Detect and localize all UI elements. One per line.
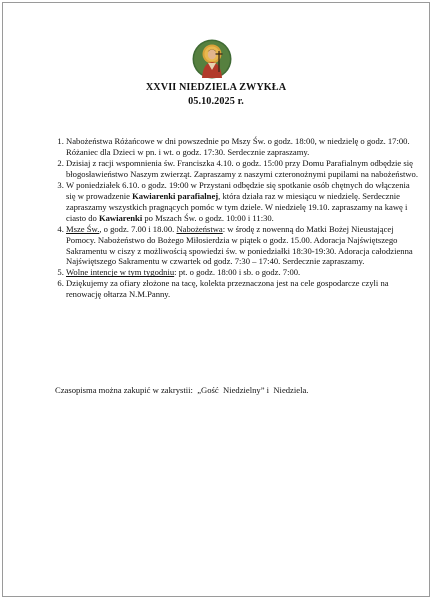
announcement-text: W poniedziałek 6.10. o godz. 19:00 w Przystani odbędzie się spotkanie osób chętnych do włączenia się w prowadzenie <box>66 179 410 201</box>
announcement-text: : w środę z nowenną do Matki Bożej Nieustającej Pomocy. Nabożeństwo do Bożego Miłosierdzia w piątek o godz. 15.00. Adoracja Najświętszego Sakramentu w ciszy z możliwością spowiedzi św. w poniedziałki 18:30-19:30. Adoracja całodzienna Najświętszego Sakramentu w czwartek od godz. 7:30 – 17:40. Serdecznie zapraszamy. <box>66 223 413 267</box>
masses-heading: Msze Św. <box>66 223 100 234</box>
intentions-heading: Wolne intencje w tym tygodniu <box>66 267 175 278</box>
announcement-text: Dzisiaj z racji wspomnienia św. Franciszka 4.10. o godz. 15:00 przy Domu Parafialnym odbędzie się błogosławieństwo Naszym zwierząt. Zapraszamy z naszymi czteronożnymi pupilami na nabożeństwo. <box>66 157 418 179</box>
announcement-text: Nabożeństwa Różańcowe w dni powszednie po Mszy Św. o godz. 18:00, w niedzielę o godz. 17:00. Różaniec dla Dzieci w pn. i wt. o godz. 17:30. Serdecznie zapraszamy. <box>66 136 410 157</box>
list-item <box>66 136 420 158</box>
announcement-text: po Mszach Św. o godz. 10:00 i 11:30. <box>142 212 274 223</box>
list-item <box>66 158 420 180</box>
list-item <box>66 180 420 224</box>
announcement-text: : pt. o godz. 18:00 i sb. o godz. 7:00. <box>174 267 301 278</box>
list-item <box>66 278 420 300</box>
magazines-note: Czasopisma można zakupić w zakrystii: „Gość Niedzielny” i Niedziela. <box>55 385 309 395</box>
kawiarenka-highlight: Kawiarenki <box>98 212 143 223</box>
page-title: XXVII NIEDZIELA ZWYKŁA <box>145 82 287 93</box>
list-item <box>66 267 420 278</box>
kawiarenka-highlight: Kawiarenki parafialnej <box>132 190 219 201</box>
announcement-text: , która działa raz w miesiącu w niedzielę. Serdecznie zapraszamy wszystkich pragnących pomóc w tym dziele. W niedzielę 19.10. zapraszamy na kawę i ciasto do <box>66 190 408 223</box>
document-page <box>2 2 430 597</box>
page-date: 05.10.2025 r. <box>188 96 244 107</box>
announcement-list <box>34 136 420 300</box>
announcement-text: Dziękujemy za ofiary złożone na tacę, kolekta przeznaczona jest na cele gospodarcze czyli na renowację ołtarza N.M.Panny. <box>66 278 389 300</box>
services-heading: Nabożeństwa <box>176 223 223 234</box>
announcement-text: , o godz. 7.00 i 18.00. <box>99 223 177 234</box>
saint-emblem-icon <box>192 39 232 79</box>
list-item <box>66 224 420 268</box>
